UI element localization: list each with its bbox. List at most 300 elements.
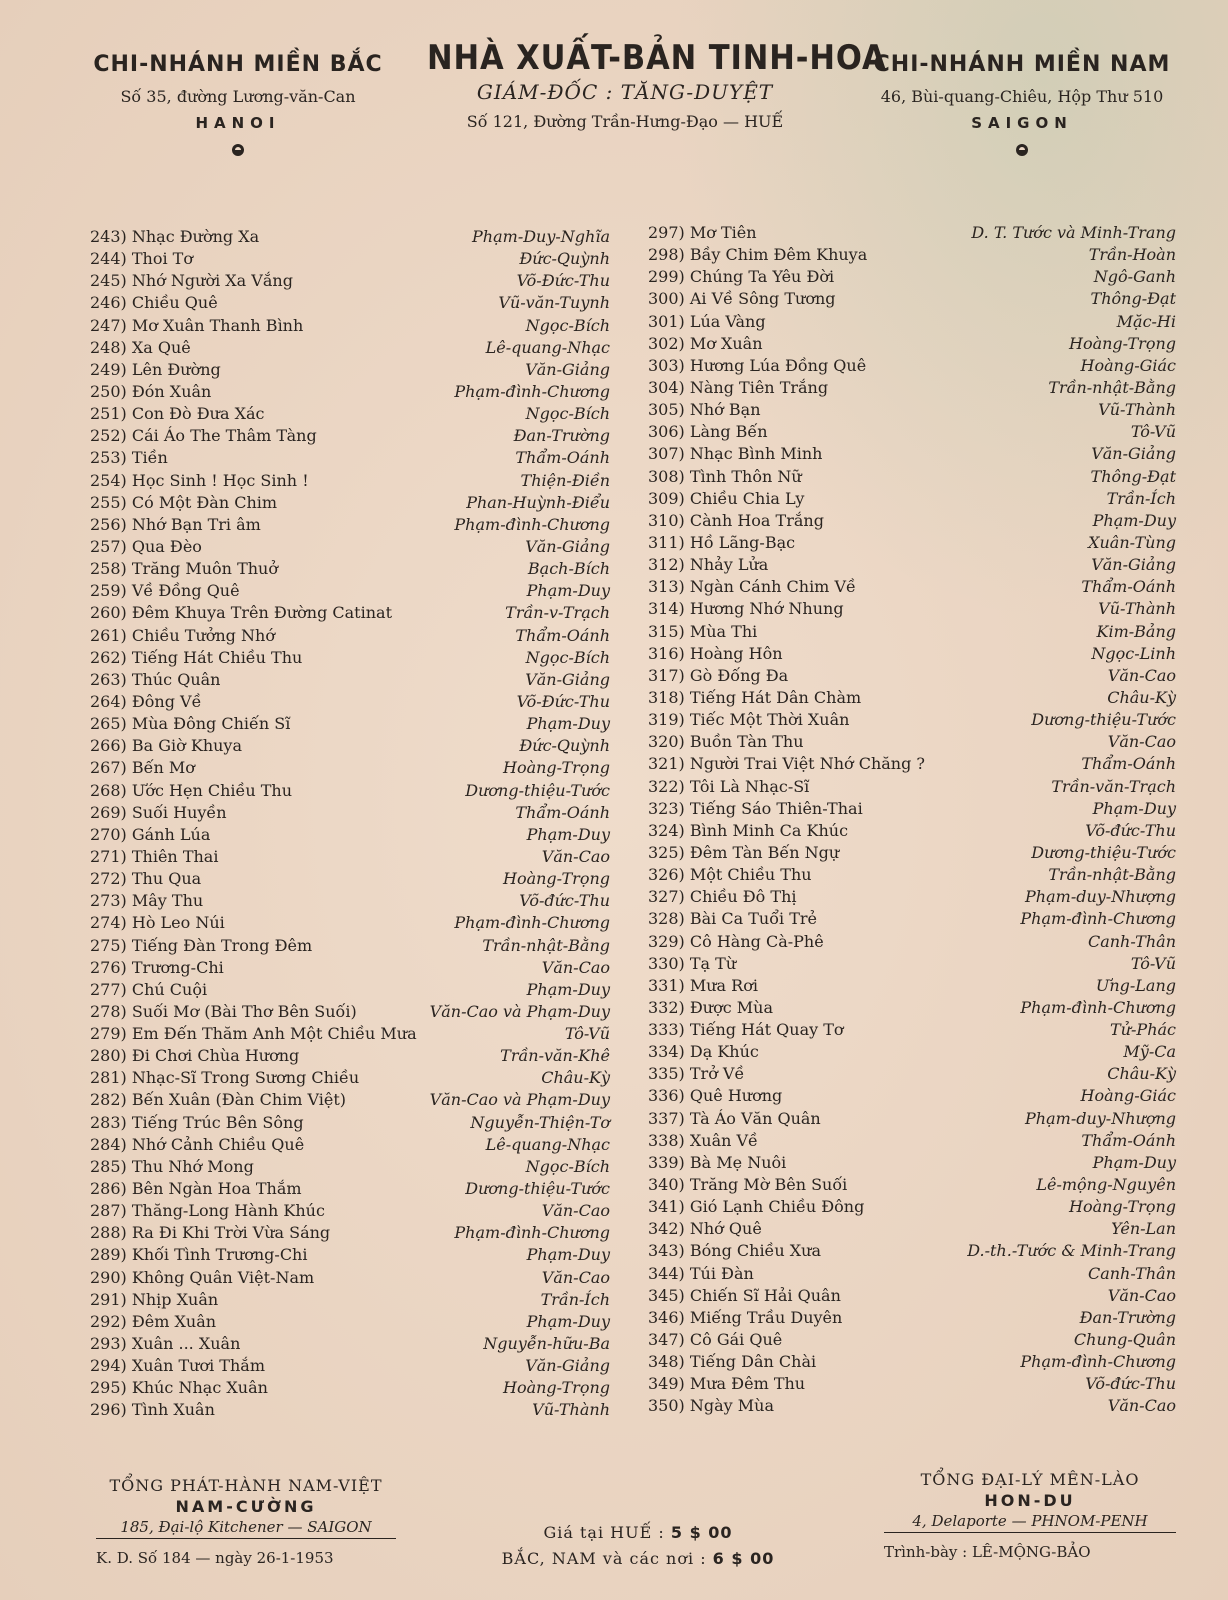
south-branch-title: CHI-NHÁNH MIỀN NAM: [873, 52, 1171, 77]
song-title: 264) Đông Về: [90, 691, 202, 711]
song-row: [648, 753, 1176, 775]
north-branch-city: HANOI: [195, 114, 281, 132]
song-author: Vũ-Thành: [1098, 400, 1176, 420]
song-author: Phạm-Duy: [1092, 510, 1176, 530]
song-row: [648, 1085, 1176, 1107]
song-author: Lê-quang-Nhạc: [485, 337, 610, 357]
song-author: Châu-Kỳ: [1107, 687, 1176, 707]
song-author: Hoàng-Giác: [1080, 355, 1176, 375]
song-title: 337) Tà Áo Văn Quân: [648, 1108, 821, 1128]
song-title: 309) Chiều Chia Ly: [648, 488, 805, 508]
song-row: [648, 598, 1176, 620]
song-title: 306) Làng Bến: [648, 422, 768, 442]
song-title: 348) Tiếng Dân Chài: [648, 1352, 817, 1372]
song-row: [648, 1174, 1176, 1196]
song-author: Mặc-Hi: [1116, 311, 1176, 331]
song-author: Hoàng-Trọng: [502, 1378, 610, 1398]
song-title: 307) Nhạc Bình Minh: [648, 444, 823, 464]
song-author: Ngọc-Bích: [525, 404, 610, 424]
song-title: 310) Cành Hoa Trắng: [648, 510, 824, 530]
song-title: 285) Thu Nhớ Mong: [90, 1156, 254, 1176]
song-title: 304) Nàng Tiên Trắng: [648, 377, 829, 397]
song-row: [648, 621, 1176, 643]
price-other-label: BẮC, NAM và các nơi :: [501, 1549, 707, 1568]
song-author: Đan-Trường: [1079, 1307, 1176, 1327]
song-title: 294) Xuân Tươi Thắm: [90, 1356, 265, 1376]
song-row: [648, 1351, 1176, 1373]
song-author: Trần-văn-Khê: [500, 1046, 610, 1066]
song-row: [90, 1377, 610, 1399]
song-author: Thẩm-Oánh: [1081, 1130, 1176, 1150]
song-title: 340) Trăng Mờ Bên Suối: [648, 1175, 848, 1195]
song-row: [90, 1067, 610, 1089]
song-row: [90, 1023, 610, 1045]
song-title: 298) Bầy Chim Đêm Khuya: [648, 245, 868, 265]
song-row: [90, 757, 610, 779]
song-author: Trần-Hoàn: [1088, 245, 1176, 265]
song-row: [648, 776, 1176, 798]
song-author: Mỹ-Ca: [1123, 1042, 1176, 1062]
north-branch-address: Số 35, đường Lương-văn-Can: [120, 87, 356, 106]
director-line: GIÁM-ĐỐC : TĂNG-DUYỆT: [476, 80, 774, 104]
song-row: [648, 1263, 1176, 1285]
song-author: Ngô-Ganh: [1093, 267, 1176, 287]
song-title: 334) Dạ Khúc: [648, 1042, 759, 1062]
song-row: [648, 1063, 1176, 1085]
song-row: [648, 709, 1176, 731]
song-row: [90, 558, 610, 580]
song-title: 319) Tiếc Một Thời Xuân: [648, 710, 850, 730]
song-row: [648, 1041, 1176, 1063]
song-author: Phạm-đình-Chương: [1020, 997, 1176, 1017]
price-hue: [478, 1520, 798, 1546]
song-title: 274) Hò Leo Núi: [90, 913, 225, 933]
song-row: [648, 798, 1176, 820]
song-title: 275) Tiếng Đàn Trong Đêm: [90, 935, 313, 955]
song-author: Văn-Cao: [541, 957, 610, 977]
song-row: [648, 1285, 1176, 1307]
song-row: [648, 554, 1176, 576]
song-title: 269) Suối Huyền: [90, 802, 227, 822]
song-title: 332) Được Mùa: [648, 997, 773, 1017]
price-block: [478, 1520, 798, 1572]
song-title: 347) Cô Gái Quê: [648, 1330, 783, 1350]
song-row: [648, 908, 1176, 930]
song-row: [90, 735, 610, 757]
song-row: [90, 713, 610, 735]
song-row: [90, 602, 610, 624]
song-title: 246) Chiều Quê: [90, 293, 218, 313]
song-title: 244) Thoi Tơ: [90, 249, 193, 269]
song-author: Võ-đức-Thu: [519, 891, 610, 911]
song-row: [90, 1267, 610, 1289]
song-row: [648, 687, 1176, 709]
ornament-icon: [1016, 144, 1028, 156]
song-title: 311) Hồ Lãng-Bạc: [648, 532, 796, 552]
song-author: Ngọc-Linh: [1091, 643, 1176, 663]
song-row: [90, 625, 610, 647]
song-row: [648, 1329, 1176, 1351]
song-title: 288) Ra Đi Khi Trời Vừa Sáng: [90, 1223, 331, 1243]
song-title: 282) Bến Xuân (Đàn Chim Việt): [90, 1090, 347, 1110]
song-author: Phạm-Duy: [1092, 1152, 1176, 1172]
song-author: Ngọc-Bích: [525, 647, 610, 667]
song-row: [90, 492, 610, 514]
song-title: 331) Mưa Rơi: [648, 975, 758, 995]
song-title: 267) Bến Mơ: [90, 758, 195, 778]
song-author: Tô-Vũ: [1130, 953, 1176, 973]
song-row: [648, 244, 1176, 266]
song-author: Văn-Cao và Phạm-Duy: [429, 1090, 610, 1110]
song-author: Nguyễn-hữu-Ba: [483, 1334, 610, 1354]
song-author: Kim-Bảng: [1096, 621, 1176, 641]
song-author: Phạm-đình-Chương: [1020, 909, 1176, 929]
song-title: 349) Mưa Đêm Thu: [648, 1374, 806, 1394]
song-title: 308) Tình Thôn Nữ: [648, 466, 802, 486]
song-author: Ngọc-Bích: [525, 1156, 610, 1176]
song-title: 328) Bài Ca Tuổi Trẻ: [648, 909, 817, 929]
song-row: [90, 270, 610, 292]
song-author: Lê-quang-Nhạc: [485, 1134, 610, 1154]
song-title: 320) Buồn Tàn Thu: [648, 732, 804, 752]
song-title: 350) Ngày Mùa: [648, 1396, 774, 1416]
song-row: [90, 1089, 610, 1111]
song-title: 277) Chú Cuội: [90, 979, 208, 999]
song-row: [90, 1244, 610, 1266]
designer-line: Trình-bày : LÊ-MỘNG-BẢO: [884, 1543, 1091, 1561]
song-row: [90, 1222, 610, 1244]
song-title: 245) Nhớ Người Xa Vắng: [90, 271, 293, 291]
song-title: 338) Xuân Về: [648, 1130, 758, 1150]
song-row: [648, 643, 1176, 665]
song-row: [648, 842, 1176, 864]
song-row: [90, 1333, 610, 1355]
song-author: Thẩm-Oánh: [515, 625, 610, 645]
song-author: Phạm-duy-Nhượng: [1025, 887, 1176, 907]
song-row: [648, 399, 1176, 421]
hq-address: Số 121, Đường Trần-Hưng-Đạo — HUẾ: [466, 112, 784, 131]
song-row: [90, 381, 610, 403]
song-author: Văn-Giảng: [525, 669, 610, 689]
song-author: Hoàng-Trọng: [502, 869, 610, 889]
agent-block: [884, 1470, 1176, 1561]
song-author: Thẩm-Oánh: [1081, 577, 1176, 597]
song-title: 272) Thu Qua: [90, 869, 202, 889]
song-row: [648, 466, 1176, 488]
song-title: 268) Ước Hẹn Chiều Thu: [90, 780, 293, 800]
song-row: [90, 846, 610, 868]
song-row: [648, 1307, 1176, 1329]
song-author: Phạm-Duy: [526, 581, 610, 601]
song-author: Hoàng-Trọng: [502, 758, 610, 778]
song-author: Văn-Cao: [1107, 1396, 1176, 1416]
song-row: [90, 780, 610, 802]
price-other: [478, 1546, 798, 1572]
song-author: Chung-Quân: [1073, 1330, 1176, 1350]
song-author: Văn-Giảng: [525, 1356, 610, 1376]
song-row: [648, 510, 1176, 532]
song-row: [90, 1289, 610, 1311]
song-row: [90, 359, 610, 381]
song-title: 344) Túi Đàn: [648, 1263, 754, 1283]
song-author: Phạm-Duy: [526, 1245, 610, 1265]
song-row: [648, 333, 1176, 355]
song-author: Trần-nhật-Bằng: [1048, 865, 1176, 885]
distributor-block: [96, 1476, 396, 1567]
distributor-name: NAM-CƯỜNG: [175, 1497, 317, 1516]
song-author: Châu-Kỳ: [1107, 1064, 1176, 1084]
song-title: 286) Bên Ngàn Hoa Thắm: [90, 1179, 302, 1199]
song-list-left: [90, 226, 610, 1422]
song-title: 346) Miếng Trầu Duyên: [648, 1307, 843, 1327]
song-row: [648, 311, 1176, 333]
song-title: 329) Cô Hàng Cà-Phê: [648, 931, 824, 951]
song-title: 252) Cái Áo The Thâm Tàng: [90, 426, 317, 446]
song-author: Phạm-Duy-Nghĩa: [472, 227, 610, 246]
song-author: Vũ-Thành: [1098, 599, 1176, 619]
song-author: Trần-nhật-Bằng: [1048, 377, 1176, 397]
song-row: [648, 665, 1176, 687]
song-author: Trần-Ích: [1106, 488, 1176, 508]
song-author: Văn-Cao: [1107, 665, 1176, 685]
publisher-block: [405, 38, 887, 131]
song-author: Vũ-Thành: [532, 1400, 610, 1420]
song-title: 327) Chiều Đô Thị: [648, 887, 797, 907]
song-title: 265) Mùa Đông Chiến Sĩ: [90, 714, 291, 734]
song-row: [90, 1200, 610, 1222]
song-author: Thẩm-Oánh: [1081, 754, 1176, 774]
song-author: Phạm-Duy: [526, 1311, 610, 1331]
song-author: Nguyễn-Thiện-Tơ: [470, 1112, 610, 1132]
song-title: 249) Lên Đường: [90, 359, 221, 379]
song-title: 290) Không Quân Việt-Nam: [90, 1267, 315, 1287]
publisher-title: NHÀ XUẤT-BẢN TINH-HOA: [427, 38, 887, 78]
south-branch-address: 46, Bùi-quang-Chiêu, Hộp Thư 510: [880, 87, 1164, 106]
song-title: 313) Ngàn Cánh Chim Về: [648, 577, 856, 597]
song-title: 253) Tiền: [90, 448, 168, 468]
ornament-icon: [232, 144, 244, 156]
song-author: Văn-Cao: [1107, 732, 1176, 752]
agent-name: HON-DU: [984, 1491, 1076, 1510]
song-title: 281) Nhạc-Sĩ Trong Sương Chiều: [90, 1068, 360, 1088]
song-title: 293) Xuân ... Xuân: [90, 1334, 241, 1354]
song-row: [90, 514, 610, 536]
song-row: [648, 355, 1176, 377]
song-author: Canh-Thân: [1087, 1263, 1176, 1283]
song-title: 335) Trở Về: [648, 1064, 745, 1084]
song-author: Trần-Ích: [540, 1289, 610, 1309]
song-author: D. T. Tước và Minh-Trang: [971, 223, 1176, 242]
song-title: 315) Mùa Thi: [648, 621, 758, 641]
song-title: 314) Hương Nhớ Nhung: [648, 599, 844, 619]
song-title: 295) Khúc Nhạc Xuân: [90, 1378, 268, 1398]
song-author: Phạm-đình-Chương: [1020, 1352, 1176, 1372]
song-author: Tô-Vũ: [1130, 422, 1176, 442]
song-row: [90, 868, 610, 890]
song-title: 251) Con Đò Đưa Xác: [90, 404, 265, 424]
song-title: 247) Mơ Xuân Thanh Bình: [90, 315, 304, 335]
song-row: [648, 1395, 1176, 1417]
song-author: Hoàng-Trọng: [1068, 333, 1176, 353]
song-row: [90, 1045, 610, 1067]
song-author: Yên-Lan: [1111, 1219, 1176, 1239]
song-author: Dương-thiệu-Tước: [465, 780, 610, 800]
song-row: [648, 1240, 1176, 1262]
song-title: 339) Bà Mẹ Nuôi: [648, 1152, 787, 1172]
song-author: Dương-thiệu-Tước: [465, 1179, 610, 1199]
song-author: Thiện-Điền: [520, 470, 610, 490]
song-row: [648, 1196, 1176, 1218]
song-author: Dương-thiệu-Tước: [1031, 710, 1176, 730]
song-author: Canh-Thân: [1087, 931, 1176, 951]
south-branch-block: [872, 52, 1172, 160]
song-author: Hoàng-Trọng: [1068, 1197, 1176, 1217]
song-author: Bạch-Bích: [527, 559, 610, 579]
song-author: Trần-văn-Trạch: [1051, 776, 1176, 796]
song-row: [648, 864, 1176, 886]
song-title: 280) Đi Chơi Chùa Hương: [90, 1046, 300, 1066]
song-title: 256) Nhớ Bạn Tri âm: [90, 514, 261, 534]
song-row: [648, 820, 1176, 842]
distributor-heading: TỔNG PHÁT-HÀNH NAM-VIỆT: [109, 1476, 383, 1495]
song-row: [648, 576, 1176, 598]
song-author: Phạm-Duy: [526, 824, 610, 844]
song-author: Hoàng-Giác: [1080, 1086, 1176, 1106]
song-list-right: [648, 222, 1176, 1418]
song-title: 271) Thiên Thai: [90, 846, 219, 866]
song-author: Phạm-Duy: [526, 714, 610, 734]
song-author: Thẩm-Oánh: [515, 802, 610, 822]
song-row: [90, 1355, 610, 1377]
song-title: 255) Có Một Đàn Chim: [90, 492, 278, 512]
song-title: 312) Nhảy Lửa: [648, 555, 769, 575]
song-row: [90, 1001, 610, 1023]
song-title: 324) Bình Minh Ca Khúc: [648, 820, 849, 840]
song-row: [90, 1134, 610, 1156]
song-row: [90, 669, 610, 691]
song-row: [90, 536, 610, 558]
song-title: 250) Đón Xuân: [90, 381, 212, 401]
song-row: [648, 1019, 1176, 1041]
price-hue-value: 5 $ 00: [670, 1523, 733, 1542]
song-author: Xuân-Tùng: [1088, 532, 1176, 552]
song-row: [90, 957, 610, 979]
song-row: [648, 953, 1176, 975]
song-author: Văn-Cao: [1107, 1285, 1176, 1305]
song-title: 305) Nhớ Bạn: [648, 400, 761, 420]
song-author: Phạm-Duy: [526, 979, 610, 999]
song-title: 257) Qua Đèo: [90, 536, 202, 556]
song-title: 341) Gió Lạnh Chiều Đông: [648, 1197, 865, 1217]
song-title: 259) Về Đồng Quê: [90, 581, 240, 601]
song-row: [90, 912, 610, 934]
song-row: [90, 470, 610, 492]
song-row: [648, 288, 1176, 310]
song-author: Lê-mộng-Nguyên: [1036, 1175, 1176, 1195]
song-author: Ưng-Lang: [1095, 975, 1176, 995]
song-author: Văn-Giảng: [525, 359, 610, 379]
song-row: [648, 532, 1176, 554]
song-author: Đức-Quỳnh: [519, 249, 610, 269]
song-row: [648, 731, 1176, 753]
song-author: Châu-Kỳ: [541, 1068, 610, 1088]
song-row: [90, 1156, 610, 1178]
song-title: 296) Tình Xuân: [90, 1400, 215, 1420]
agent-heading: TỔNG ĐẠI-LÝ MÊN-LÀO: [920, 1470, 1140, 1489]
song-row: [648, 886, 1176, 908]
song-title: 291) Nhịp Xuân: [90, 1289, 219, 1309]
song-row: [90, 824, 610, 846]
song-title: 343) Bóng Chiều Xưa: [648, 1241, 822, 1261]
song-row: [90, 580, 610, 602]
song-row: [90, 691, 610, 713]
agent-address: 4, Delaporte — PHNOM-PENH: [884, 1512, 1176, 1533]
song-title: 261) Chiều Tưởng Nhớ: [90, 625, 275, 645]
north-branch-block: [88, 52, 388, 160]
song-row: [648, 1108, 1176, 1130]
song-row: [648, 488, 1176, 510]
song-title: 263) Thúc Quân: [90, 669, 221, 689]
song-author: Võ-Đức-Thu: [516, 691, 610, 711]
song-title: 248) Xa Quê: [90, 337, 191, 357]
song-author: Tô-Vũ: [564, 1024, 610, 1044]
song-author: Văn-Cao: [541, 1267, 610, 1287]
song-row: [90, 1311, 610, 1333]
song-row: [90, 1399, 610, 1421]
song-title: 316) Hoàng Hôn: [648, 643, 783, 663]
song-title: 289) Khối Tình Trương-Chi: [90, 1245, 308, 1265]
song-author: Phan-Huỳnh-Điểu: [466, 492, 610, 512]
song-row: [648, 443, 1176, 465]
song-author: Thông-Đạt: [1090, 289, 1176, 309]
song-title: 317) Gò Đống Đa: [648, 665, 789, 685]
song-title: 299) Chúng Ta Yêu Đời: [648, 267, 835, 287]
song-row: [90, 425, 610, 447]
song-title: 301) Lúa Vàng: [648, 311, 766, 331]
song-title: 270) Gánh Lúa: [90, 824, 211, 844]
song-author: Võ-đức-Thu: [1085, 820, 1176, 840]
song-title: 303) Hương Lúa Đồng Quê: [648, 355, 867, 375]
song-title: 283) Tiếng Trúc Bên Sông: [90, 1112, 304, 1132]
song-title: 297) Mơ Tiên: [648, 223, 757, 242]
song-title: 333) Tiếng Hát Quay Tơ: [648, 1020, 844, 1040]
song-author: Thẩm-Oánh: [515, 448, 610, 468]
song-row: [90, 226, 610, 248]
song-row: [90, 337, 610, 359]
song-row: [90, 802, 610, 824]
song-row: [90, 935, 610, 957]
song-row: [648, 421, 1176, 443]
song-row: [90, 890, 610, 912]
song-row: [648, 1373, 1176, 1395]
song-row: [648, 1152, 1176, 1174]
song-title: 260) Đêm Khuya Trên Đường Catinat: [90, 603, 392, 623]
song-row: [648, 975, 1176, 997]
song-title: 258) Trăng Muôn Thuở: [90, 559, 278, 579]
song-title: 323) Tiếng Sáo Thiên-Thai: [648, 798, 863, 818]
song-row: [90, 248, 610, 270]
song-title: 266) Ba Giờ Khuya: [90, 736, 243, 756]
song-author: Văn-Giảng: [525, 536, 610, 556]
song-row: [648, 222, 1176, 244]
song-author: Dương-thiệu-Tước: [1031, 842, 1176, 862]
song-author: Trần-nhật-Bằng: [482, 935, 610, 955]
song-author: Ngọc-Bích: [525, 315, 610, 335]
song-title: 273) Mây Thu: [90, 891, 204, 911]
song-author: Phạm-đình-Chương: [454, 913, 610, 933]
song-title: 325) Đêm Tàn Bến Ngự: [648, 842, 840, 862]
song-author: Vũ-văn-Tuynh: [498, 293, 610, 313]
